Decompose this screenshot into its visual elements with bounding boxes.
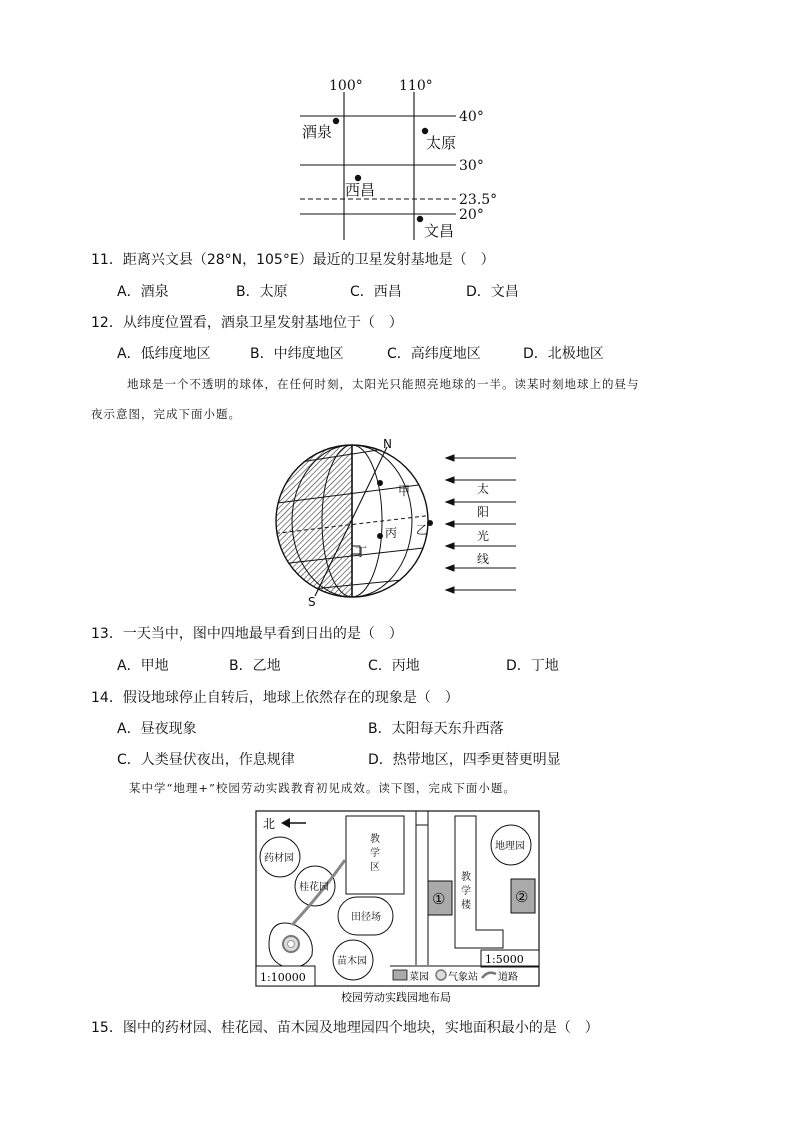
legend-weather: 气象站 xyxy=(448,972,478,983)
campus-caption: 校园劳动实践园地布局 xyxy=(341,991,451,1004)
q12-option-d[interactable]: D．北极地区 xyxy=(523,346,604,362)
night-hemisphere xyxy=(276,445,352,597)
north-label: 北 xyxy=(263,817,276,831)
label-teaching-building-2: 学 xyxy=(461,886,471,897)
sun-char-1: 太 xyxy=(477,482,490,496)
label-teaching-area-1: 教 xyxy=(370,834,380,845)
q11-option-d[interactable]: D．文昌 xyxy=(466,284,519,300)
lat-label-23-5: 23.5° xyxy=(459,192,498,208)
label-north: N xyxy=(383,437,392,451)
label-jia: 甲 xyxy=(398,484,411,498)
day-night-globe xyxy=(270,432,530,610)
label-teaching-building-1: 教 xyxy=(461,872,471,883)
lat-label-40: 40° xyxy=(459,109,484,125)
scale-left: 1:10000 xyxy=(260,971,306,984)
q13-option-c[interactable]: C．丙地 xyxy=(368,658,420,674)
marker-1: ① xyxy=(432,890,446,908)
jiuquan-dot xyxy=(333,118,339,124)
legend-road-icon xyxy=(482,973,496,978)
label-teaching-area-2: 学 xyxy=(370,848,380,859)
q11-option-c[interactable]: C．西昌 xyxy=(350,284,402,300)
legend-vegetable-icon xyxy=(393,970,407,980)
label-south: S xyxy=(308,595,316,609)
sun-char-2: 阳 xyxy=(477,505,490,519)
question-15: 15．图中的药材园、桂花园、苗木园及地理园四个地块，实地面积最小的是（ ） xyxy=(91,1020,599,1036)
scale-right: 1:5000 xyxy=(485,953,524,966)
q14-option-d[interactable]: D．热带地区，四季更替更明显 xyxy=(368,752,561,768)
place-taiyuan: 太原 xyxy=(426,134,457,152)
question-14: 14．假设地球停止自转后，地球上依然存在的现象是（ ） xyxy=(91,690,459,706)
place-wenchang: 文昌 xyxy=(424,222,455,240)
intro-day-night-line1: 地球是一个不透明的球体，在任何时刻，太阳光只能照亮地球的一半。读某时刻地球上的昼与 xyxy=(127,377,640,391)
point-jia xyxy=(377,480,383,486)
campus-map xyxy=(254,808,544,1008)
point-bing xyxy=(377,533,383,539)
question-12: 12．从纬度位置看，酒泉卫星发射基地位于（ ） xyxy=(91,315,403,331)
q12-option-a[interactable]: A．低纬度地区 xyxy=(117,346,211,362)
label-nursery-garden: 苗木园 xyxy=(337,956,367,967)
label-teaching-building-3: 楼 xyxy=(461,900,471,911)
latlon-map xyxy=(290,70,510,245)
label-ding: 丁 xyxy=(355,545,368,559)
place-xichang: 西昌 xyxy=(345,181,376,199)
question-11: 11．距离兴文县（28°N，105°E）最近的卫星发射基地是（ ） xyxy=(91,252,495,268)
q14-option-b[interactable]: B．太阳每天东升西落 xyxy=(368,721,504,737)
question-13: 13．一天当中，图中四地最早看到日出的是（ ） xyxy=(91,626,403,642)
lon-label-100: 100° xyxy=(329,78,363,94)
q14-option-c[interactable]: C．人类昼伏夜出，作息规律 xyxy=(117,752,295,768)
label-sports-field: 田径场 xyxy=(351,912,381,923)
q11-option-b[interactable]: B．太原 xyxy=(236,284,288,300)
sun-char-4: 线 xyxy=(477,552,490,566)
legend-vegetable: 菜园 xyxy=(409,972,429,983)
label-medicine-garden: 药材园 xyxy=(264,853,294,864)
q13-option-a[interactable]: A．甲地 xyxy=(117,658,169,674)
q13-option-b[interactable]: B．乙地 xyxy=(229,658,281,674)
label-teaching-area-3: 区 xyxy=(370,862,380,873)
lat-label-20: 20° xyxy=(459,207,484,223)
label-bing: 丙 xyxy=(385,526,398,540)
north-arrow-icon xyxy=(281,818,306,828)
label-yi: 乙 xyxy=(416,523,429,537)
legend-road: 道路 xyxy=(498,972,518,983)
lon-label-110: 110° xyxy=(399,78,433,94)
intro-day-night-line2: 夜示意图，完成下面小题。 xyxy=(91,407,241,421)
legend-weather-icon xyxy=(436,970,446,980)
wenchang-dot xyxy=(417,216,423,222)
label-geography-garden: 地理园 xyxy=(495,841,525,852)
q14-option-a[interactable]: A．昼夜现象 xyxy=(117,721,197,737)
place-jiuquan: 酒泉 xyxy=(302,123,333,141)
sun-char-3: 光 xyxy=(477,529,490,543)
q12-option-c[interactable]: C．高纬度地区 xyxy=(387,346,481,362)
q13-option-d[interactable]: D．丁地 xyxy=(506,658,559,674)
q12-option-b[interactable]: B．中纬度地区 xyxy=(250,346,344,362)
intro-campus: 某中学“地理+”校园劳动实践教育初见成效。读下图，完成下面小题。 xyxy=(129,781,516,795)
marker-2: ② xyxy=(515,888,529,906)
lat-label-30: 30° xyxy=(459,158,484,174)
q11-option-a[interactable]: A．酒泉 xyxy=(117,284,169,300)
label-osmanthus-garden: 桂花园 xyxy=(299,882,329,893)
